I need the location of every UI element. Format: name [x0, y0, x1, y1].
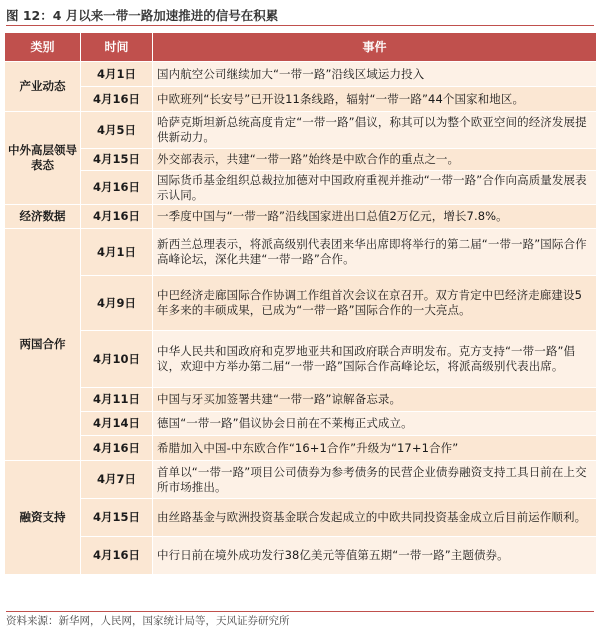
table-row [5, 112, 597, 149]
date-cell: 4月15日 [81, 499, 153, 537]
table-row [5, 436, 597, 461]
table-row [5, 388, 597, 412]
date-cell: 4月16日 [81, 171, 153, 205]
header-time: 时间 [81, 33, 153, 62]
date-cell: 4月10日 [81, 331, 153, 388]
date-cell: 4月1日 [81, 62, 153, 87]
header-event: 事件 [153, 33, 597, 62]
figure-title: 图 12：4 月以来一带一路加速推进的信号在积累 [6, 6, 594, 26]
date-cell: 4月16日 [81, 205, 153, 229]
event-cell: 外交部表示，共建“一带一路”始终是中欧合作的重点之一。 [153, 149, 597, 171]
date-cell: 4月16日 [81, 87, 153, 112]
category-cell: 经济数据 [5, 205, 81, 229]
table-row [5, 149, 597, 171]
event-cell: 德国“一带一路”倡议协会日前在不莱梅正式成立。 [153, 412, 597, 436]
event-cell: 国内航空公司继续加大“一带一路”沿线区域运力投入 [153, 62, 597, 87]
event-cell: 国际货币基金组织总裁拉加德对中国政府重视并推动“一带一路”合作向高质量发展表示认同。 [153, 171, 597, 205]
table-row [5, 331, 597, 388]
table-row [5, 276, 597, 331]
event-cell: 新西兰总理表示，将派高级别代表团来华出席即将举行的第二届“一带一路”国际合作高峰论坛，深化共建“一带一路”合作。 [153, 229, 597, 276]
category-cell: 融资支持 [5, 461, 81, 575]
event-cell: 中国与牙买加签署共建“一带一路”谅解备忘录。 [153, 388, 597, 412]
table-row [5, 229, 597, 276]
events-table [4, 32, 597, 575]
table-row [5, 461, 597, 499]
event-cell: 首单以“一带一路”项目公司债券为参考债务的民营企业债券融资支持工具日前在上交所市场推出。 [153, 461, 597, 499]
date-cell: 4月9日 [81, 276, 153, 331]
table-row [5, 62, 597, 87]
table-header-row [5, 33, 597, 62]
date-cell: 4月11日 [81, 388, 153, 412]
date-cell: 4月16日 [81, 537, 153, 575]
date-cell: 4月15日 [81, 149, 153, 171]
event-cell: 中巴经济走廊国际合作协调工作组首次会议在京召开。双方肯定中巴经济走廊建设5年多来的丰硕成果，已成为“一带一路”国际合作的一大亮点。 [153, 276, 597, 331]
event-cell: 希腊加入中国-中东欧合作“16+1合作”升级为“17+1合作” [153, 436, 597, 461]
date-cell: 4月7日 [81, 461, 153, 499]
event-cell: 一季度中国与“一带一路”沿线国家进出口总值2万亿元，增长7.8%。 [153, 205, 597, 229]
event-cell: 中行日前在境外成功发行38亿美元等值第五期“一带一路”主题债券。 [153, 537, 597, 575]
date-cell: 4月1日 [81, 229, 153, 276]
table-row [5, 499, 597, 537]
table-row [5, 87, 597, 112]
table-row [5, 205, 597, 229]
category-cell: 两国合作 [5, 229, 81, 461]
table-row [5, 537, 597, 575]
event-cell: 哈萨克斯坦新总统高度肯定“一带一路”倡议，称其可以为整个欧亚空间的经济发展提供新动力。 [153, 112, 597, 149]
header-category: 类别 [5, 33, 81, 62]
category-cell: 中外高层领导表态 [5, 112, 81, 205]
event-cell: 由丝路基金与欧洲投资基金联合发起成立的中欧共同投资基金成立后目前运作顺利。 [153, 499, 597, 537]
table-row [5, 171, 597, 205]
source-note: 资料来源：新华网，人民网，国家统计局等，天风证券研究所 [6, 611, 594, 629]
date-cell: 4月14日 [81, 412, 153, 436]
category-cell: 产业动态 [5, 62, 81, 112]
date-cell: 4月16日 [81, 436, 153, 461]
event-cell: 中欧班列“长安号”已开设11条线路，辐射“一带一路”44个国家和地区。 [153, 87, 597, 112]
event-cell: 中华人民共和国政府和克罗地亚共和国政府联合声明发布。克方支持“一带一路”倡议，欢迎中方举办第二届“一带一路”国际合作高峰论坛，将派高级别代表出席。 [153, 331, 597, 388]
table-row [5, 412, 597, 436]
date-cell: 4月5日 [81, 112, 153, 149]
